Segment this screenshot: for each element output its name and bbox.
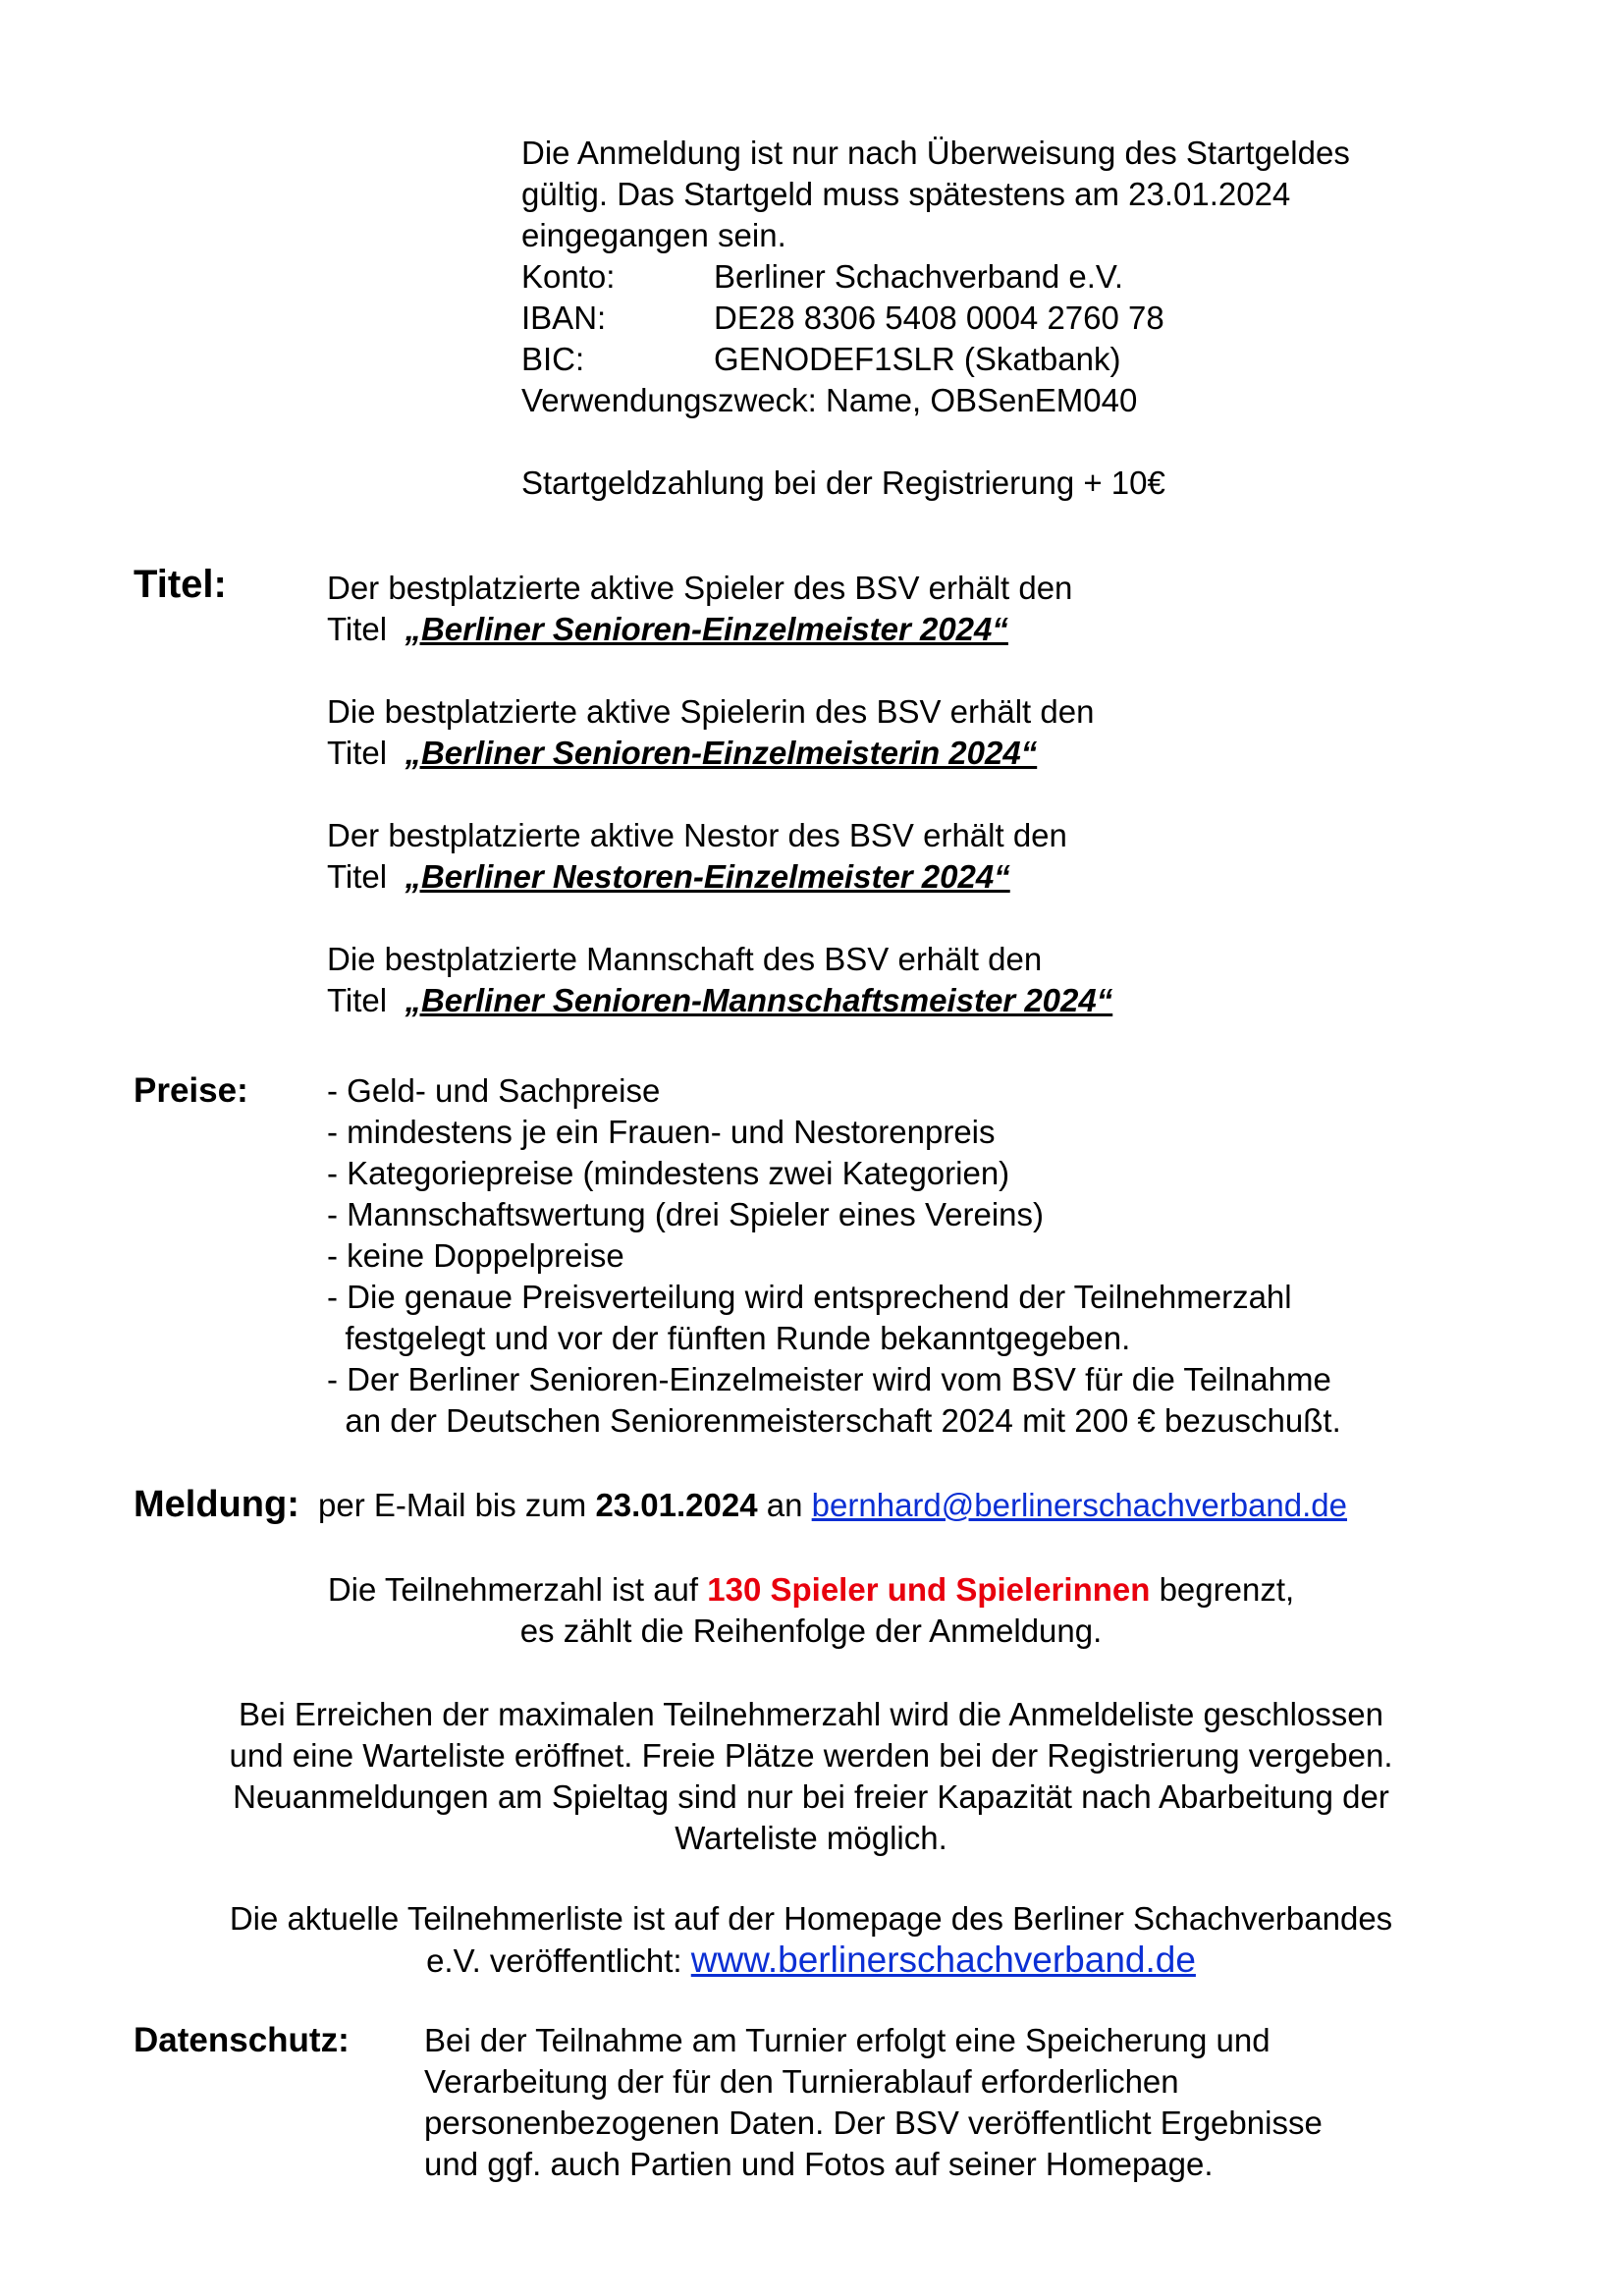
datenschutz-line: personenbezogenen Daten. Der BSV veröffentlicht Ergebnisse	[424, 2105, 1323, 2141]
prize-item: - mindestens je ein Frauen- und Nestorenpreis	[327, 1114, 996, 1150]
meldung-label: Meldung:	[134, 1484, 299, 1525]
prize-item-continued: an der Deutschen Seniorenmeisterschaft 2024 mit 200 € bezuschußt.	[327, 1402, 1341, 1439]
prize-item: - Die genaue Preisverteilung wird entsprechend der Teilnehmerzahl	[327, 1279, 1292, 1315]
bank-value: DE28 8306 5408 0004 2760 78	[714, 300, 1164, 336]
bank-value: Berliner Schachverband e.V.	[714, 258, 1124, 295]
datenschutz-line: Bei der Teilnahme am Turnier erfolgt eine Speicherung und	[424, 2022, 1271, 2058]
prize-item: - Geld- und Sachpreise	[327, 1072, 661, 1109]
preise-label: Preise:	[134, 1071, 248, 1110]
datenschutz-text	[424, 2020, 1323, 2185]
prize-item: - keine Doppelpreise	[327, 1237, 624, 1274]
titel-item-title	[327, 733, 1112, 774]
waitlist-line: Bei Erreichen der maximalen Teilnehmerzahl wird die Anmeldeliste geschlossen	[239, 1696, 1383, 1732]
limit-line-1	[0, 1569, 1622, 1611]
meldung-text: per E-Mail bis zum	[318, 1487, 587, 1523]
titel-label: Titel:	[134, 563, 227, 606]
payment-purpose: Verwendungszweck: Name, OBSenEM040	[521, 382, 1138, 418]
titel-name: „Berliner Senioren-Mannschaftsmeister 2024“	[405, 982, 1113, 1018]
bank-row-bic	[521, 339, 1350, 380]
limit-text-after: begrenzt,	[1159, 1571, 1295, 1608]
waitlist-line: Warteliste möglich.	[675, 1820, 947, 1856]
payment-text-line: eingegangen sein.	[521, 217, 786, 253]
titel-prefix: Titel	[327, 982, 388, 1018]
datenschutz-label: Datenschutz:	[134, 2021, 350, 2059]
participants-text: e.V. veröffentlicht:	[426, 1942, 682, 1979]
waitlist-block	[0, 1694, 1622, 1859]
meldung-text-mid: an	[766, 1487, 803, 1523]
prize-item: - Kategoriepreise (mindestens zwei Kategorien)	[327, 1155, 1010, 1191]
titel-prefix: Titel	[327, 611, 388, 647]
titel-prefix: Titel	[327, 735, 388, 771]
titel-item-text: Der bestplatzierte aktive Nestor des BSV erhält den	[327, 817, 1067, 853]
limit-line-2: es zählt die Reihenfolge der Anmeldung.	[519, 1613, 1103, 1649]
meldung-row	[134, 1484, 1347, 1526]
titel-item-title	[327, 980, 1112, 1021]
titel-name: „Berliner Senioren-Einzelmeister 2024“	[405, 611, 1008, 647]
titel-name: „Berliner Senioren-Einzelmeisterin 2024“	[405, 735, 1038, 771]
prize-item: - Der Berliner Senioren-Einzelmeister wird vom BSV für die Teilnahme	[327, 1361, 1331, 1397]
limit-text-before: Die Teilnehmerzahl ist auf	[327, 1571, 699, 1608]
titel-item-text: Der bestplatzierte aktive Spieler des BSV erhält den	[327, 570, 1073, 606]
prize-item: - Mannschaftswertung (drei Spieler eines Vereins)	[327, 1196, 1045, 1232]
participants-block	[0, 1898, 1622, 1982]
waitlist-line: Neuanmeldungen am Spieltag sind nur bei freier Kapazität nach Abarbeitung der	[233, 1778, 1389, 1815]
bank-value: GENODEF1SLR (Skatbank)	[714, 341, 1121, 377]
datenschutz-line: und ggf. auch Partien und Fotos auf seiner Homepage.	[424, 2146, 1214, 2182]
titel-item-title	[327, 609, 1112, 650]
titel-item-title	[327, 856, 1112, 898]
limit-highlight: 130 Spieler und Spielerinnen	[707, 1571, 1151, 1608]
payment-section	[521, 133, 1350, 504]
payment-surcharge: Startgeldzahlung bei der Registrierung + 10€	[521, 465, 1165, 501]
bank-key: BIC:	[521, 341, 585, 377]
waitlist-line: und eine Warteliste eröffnet. Freie Plätze werden bei der Registrierung vergeben.	[229, 1737, 1393, 1774]
participants-line: Die aktuelle Teilnehmerliste ist auf der Homepage des Berliner Schachverbandes	[229, 1900, 1393, 1937]
prize-item-continued: festgelegt und vor der fünften Runde bekanntgegeben.	[327, 1320, 1131, 1356]
payment-text-line: gültig. Das Startgeld muss spätestens am 23.01.2024	[521, 176, 1291, 212]
datenschutz-line: Verarbeitung der für den Turnierablauf erforderlichen	[424, 2063, 1179, 2100]
participants-line-2	[0, 1940, 1622, 1982]
titel-section	[327, 568, 1112, 1021]
meldung-date: 23.01.2024	[595, 1487, 758, 1523]
bank-row-iban	[521, 298, 1350, 339]
titel-prefix: Titel	[327, 858, 388, 895]
titel-item-text: Die bestplatzierte Mannschaft des BSV erhält den	[327, 941, 1043, 977]
homepage-link[interactable]: www.berlinerschachverband.de	[690, 1940, 1196, 1980]
preise-list	[327, 1070, 1341, 1442]
bank-key: IBAN:	[521, 300, 607, 336]
bank-key: Konto:	[521, 258, 616, 295]
bank-row-konto	[521, 256, 1350, 298]
titel-name: „Berliner Nestoren-Einzelmeister 2024“	[405, 858, 1010, 895]
payment-text-line: Die Anmeldung ist nur nach Überweisung des Startgeldes	[521, 135, 1350, 171]
email-link[interactable]: bernhard@berlinerschachverband.de	[811, 1487, 1348, 1523]
titel-item-text: Die bestplatzierte aktive Spielerin des BSV erhält den	[327, 693, 1095, 730]
